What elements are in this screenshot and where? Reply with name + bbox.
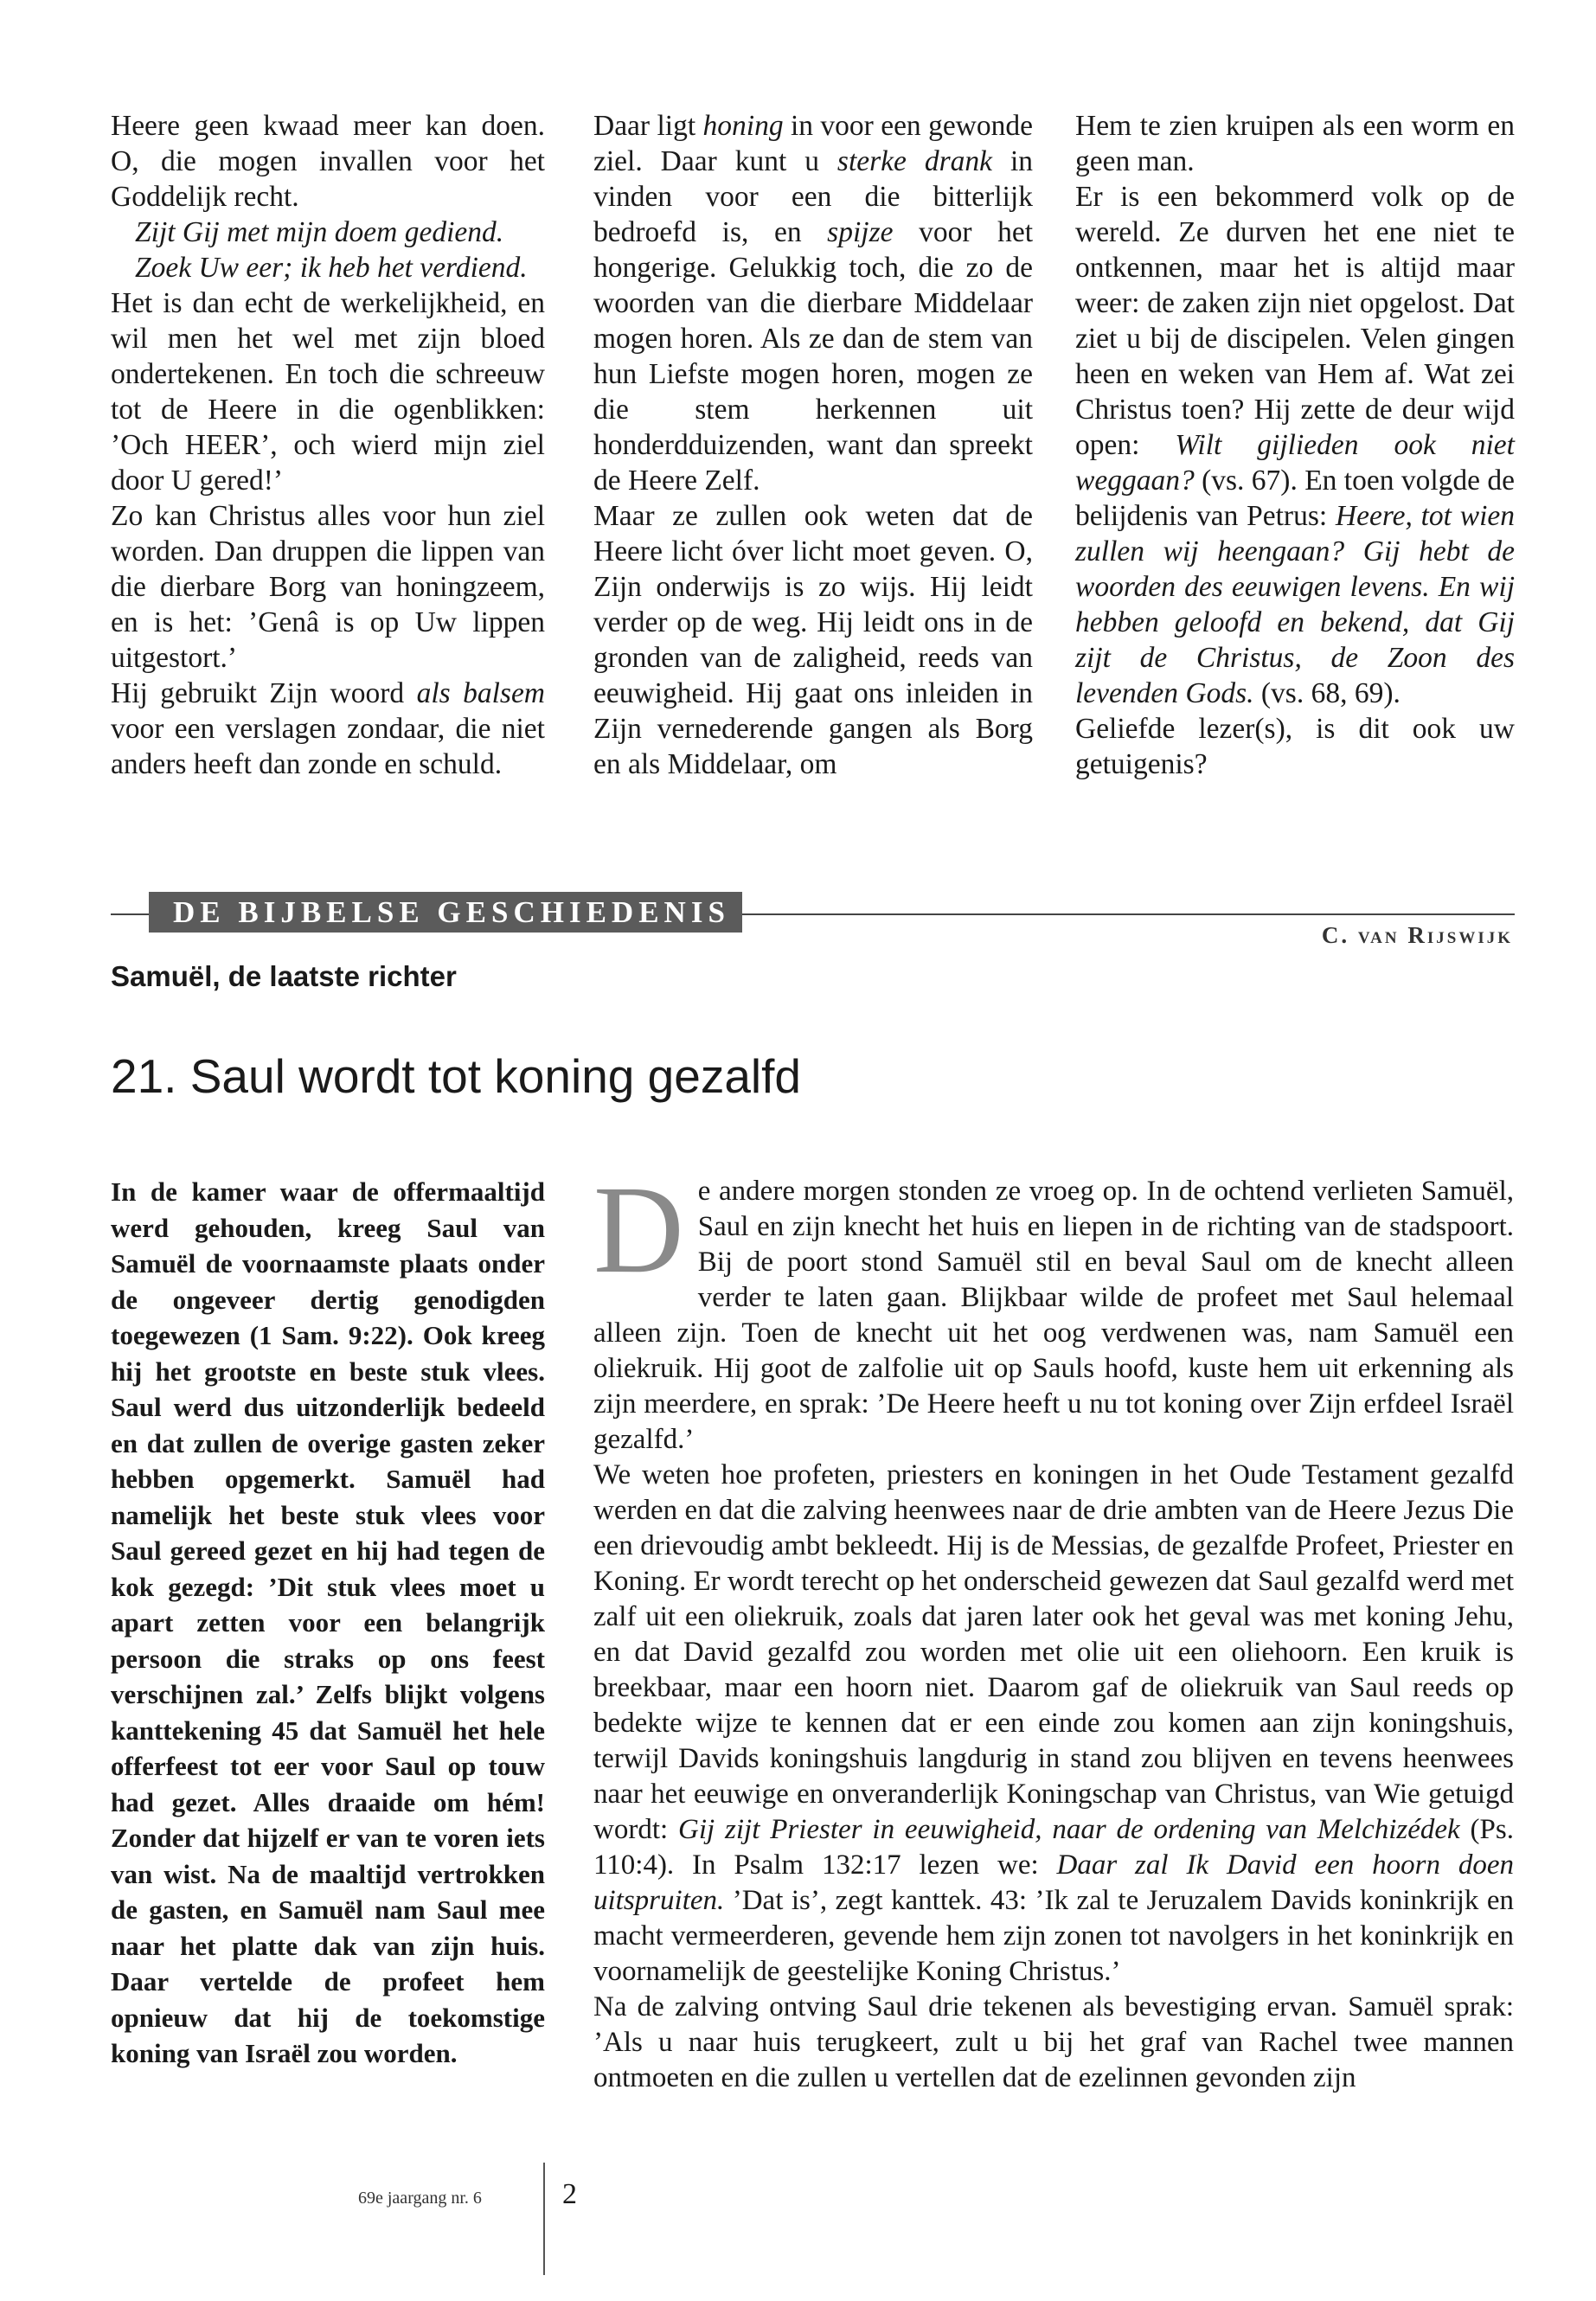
col1-paragraph-3: Zo kan Christus alles voor hun ziel worden. Dan druppen die lippen van die dierbare Borg van honingzeem, en is het: ’Genâ is op Uw lippen uitgestort.’: [111, 500, 545, 674]
col2-text-2: in voor een gewonde ziel. Daar kunt u: [593, 110, 1033, 177]
footer-divider: [543, 2163, 545, 2275]
col1-verse-2: Zoek Uw eer; ik heb het verdiend.: [135, 252, 528, 284]
main-paragraph-2: [593, 1458, 1514, 1990]
column-3: [1075, 108, 1515, 782]
page-number: 2: [562, 2178, 577, 2210]
intro-text: In de kamer waar de offermaaltijd werd gehouden, kreeg Saul van Samuël de voornaamste plaats onder de ongeveer dertig genodigden toegewezen (1 Sam. 9:22). Ook kreeg hij het grootste en beste stuk vlees. Saul werd dus uitzonderlijk bedeeld en dat zullen de overige gasten zeker hebben opgemerkt. Samuël had namelijk het beste stuk vlees voor Saul gereed gezet en hij had tegen de kok gezegd: ’Dit stuk vlees moet u apart zetten voor een belangrijk persoon die straks op ons feest verschijnen zal.’ Zelfs blijkt volgens kanttekening 45 dat Samuël het hele offerfeest tot eer voor Saul op touw had gezet. Alles draaide om hém! Zonder dat hijzelf er van te voren iets van wist. Na de maaltijd vertrokken de gasten, en Samuël nam Saul mee naar het platte dak van zijn huis. Daar vertelde de profeet hem opnieuw dat hij de toekomstige koning van Israël zou worden.: [111, 1176, 545, 2068]
col1-paragraph-4: [111, 676, 545, 782]
col2-italic-2: sterke drank: [836, 145, 992, 177]
col3-paragraph-2: [1075, 179, 1515, 711]
main-p1-text: e andere morgen stonden ze vroeg op. In de ochtend verlieten Samuël, Saul en zijn knecht het huis en liepen in de richting van de stadspoort. Bij de poort stond Samuël stil en beval Saul om de knecht alleen verder te laten gaan. Blijkbaar wilde de profeet met Saul helemaal alleen zijn. Toen de knecht uit het oog verdwenen was, nam Samuël een oliekruik. Hij goot de zalfolie uit op Sauls hoofd, kuste hem uit erkenning als zijn meerdere, en sprak: ’De Heere heeft u nu tot koning over Zijn erfdeel Israël gezalfd.’: [593, 1176, 1514, 1455]
col2-paragraph-1: [593, 108, 1033, 498]
section-banner: DE BIJBELSE GESCHIEDENIS: [149, 892, 742, 933]
main-p2-text-a: We weten hoe profeten, priesters en koningen in het Oude Testament gezalfd werden en dat die zalving heenwees naar de drie ambten van de Heere Jezus Die een drievoudig ambt bekleedt. Hij is de Messias, de gezalfde Profeet, Priester en Koning. Er wordt terecht op het onderscheid gewezen dat Saul gezalfd werd met zalf uit een oliekruik, zoals dat jaren later ook het geval was met koning Jehu, en dat David gezalfd zou worden met olie uit een oliehoorn. Een kruik is breekbaar, maar een hoorn niet. Daarom gaf de oliekruik van Saul reeds op bedekte wijze te kennen dat er een einde zou komen aan zijn koningshuis, terwijl Davids koningshuis langdurig in stand zou blijven en tevens heenwees naar het eeuwige en onveranderlijk Koningschap van Christus, van Wie getuigd wordt:: [593, 1459, 1514, 1845]
col1-p4-text-a: Hij gebruikt Zijn woord: [111, 677, 417, 709]
col3-p2-text-b: (vs. 67). En toen volgde de belijdenis van Petrus:: [1075, 465, 1516, 532]
col3-paragraph-3: Geliefde lezer(s), is dit ook uw getuigenis?: [1075, 713, 1515, 780]
col1-p4-text-b: voor een verslagen zondaar, die niet anders heeft dan zonde en schuld.: [111, 713, 545, 780]
col3-p2-italic-2: Heere, tot wien zullen wij heengaan? Gij hebt de woorden des eeuwigen levens. En wij hebben geloofd en bekend, dat Gij zijt de Christus, de Zoon des levenden Gods.: [1075, 500, 1515, 709]
main-p2-text-b: (Ps. 110:4). In Psalm 132:17 lezen we:: [593, 1814, 1514, 1881]
col2-text-3: in vinden voor een die bitterlijk bedroefd is, en: [593, 145, 1034, 248]
main-body: [593, 1161, 1514, 2096]
main-paragraph-3: Na de zalving ontving Saul drie tekenen als bevestiging ervan. Samuël sprak: ’Als u naar huis terugkeert, zult u bij het graf van Rachel twee mannen ontmoeten en die zullen u vertellen dat de ezelinnen gevonden zijn: [593, 1991, 1514, 2093]
main-p2-italic-2: Daar zal Ik David een hoorn doen uitspruiten.: [593, 1849, 1514, 1916]
article-subtitle: Samuël, de laatste richter: [111, 960, 457, 992]
intro-paragraph: [111, 1174, 545, 2072]
col1-verse-1: Zijt Gij met mijn doem gediend.: [135, 216, 504, 248]
col2-text-1: Daar ligt: [593, 110, 703, 142]
col3-paragraph-1: Hem te zien kruipen als een worm en geen man.: [1075, 110, 1515, 177]
col3-p2-italic-1: Wilt gijlieden ook niet weggaan?: [1075, 429, 1515, 497]
main-p2-italic-1: Gij zijt Priester in eeuwigheid, naar de ordening van Melchizédek: [678, 1814, 1460, 1845]
col1-p4-italic: als balsem: [416, 677, 546, 709]
column-1: [111, 108, 545, 782]
col2-italic-3: spijze: [827, 216, 894, 248]
col2-text-4: voor het hongerige. Gelukkig toch, die zo de woorden van die dierbare Middelaar mogen horen. Als ze dan de stem van hun Liefste mogen horen, mogen ze die stem herkennen uit honderdduizenden, want dan spreekt de Heere Zelf.: [593, 216, 1033, 497]
col1-paragraph-2: Het is dan echt de werkelijkheid, en wil men het wel met zijn bloed ondertekenen. En toch die schreeuw tot de Heere in die ogenblikken: ’Och HEER’, och wierd mijn ziel door U gered!’: [111, 287, 545, 497]
col2-italic-1: honing: [702, 110, 784, 142]
col3-p2-text-c: (vs. 68, 69).: [1253, 677, 1401, 709]
author-name: C. van Rijswijk: [1321, 922, 1513, 948]
article-title: 21. Saul wordt tot koning gezalfd: [111, 1049, 802, 1103]
drop-cap: D: [593, 1161, 684, 1299]
footer-issue: 69e jaargang nr. 6: [358, 2189, 482, 2208]
main-p2-text-c: ’Dat is’, zegt kanttek. 43: ’Ik zal te Jeruzalem Davids koninkrijk en macht vermeerderen, gevende hem zijn zonen tot navolgers in het koninkrijk en voornamelijk de geestelijke Koning Christus.’: [593, 1885, 1514, 1987]
col1-paragraph-1: Heere geen kwaad meer kan doen. O, die mogen invallen voor het Goddelijk recht.: [111, 110, 545, 213]
col3-p2-text-a: Er is een bekommerd volk op de wereld. Ze durven het ene niet te ontkennen, maar het is altijd maar weer: de zaken zijn niet opgelost. Dat ziet u bij de discipelen. Velen gingen heen en weken van Hem af. Wat zei Christus toen? Hij zette de deur wijd open:: [1075, 181, 1515, 461]
col2-paragraph-2: Maar ze zullen ook weten dat de Heere licht óver licht moet geven. O, Zijn onderwijs is zo wijs. Hij leidt verder op de weg. Hij leidt ons in de gronden van de zaligheid, reeds van eeuwigheid. Hij gaat ons inleiden in Zijn vernederende gangen als Borg en als Middelaar, om: [593, 500, 1033, 780]
main-paragraph-1: [593, 1161, 1514, 1458]
column-2: [593, 108, 1033, 782]
